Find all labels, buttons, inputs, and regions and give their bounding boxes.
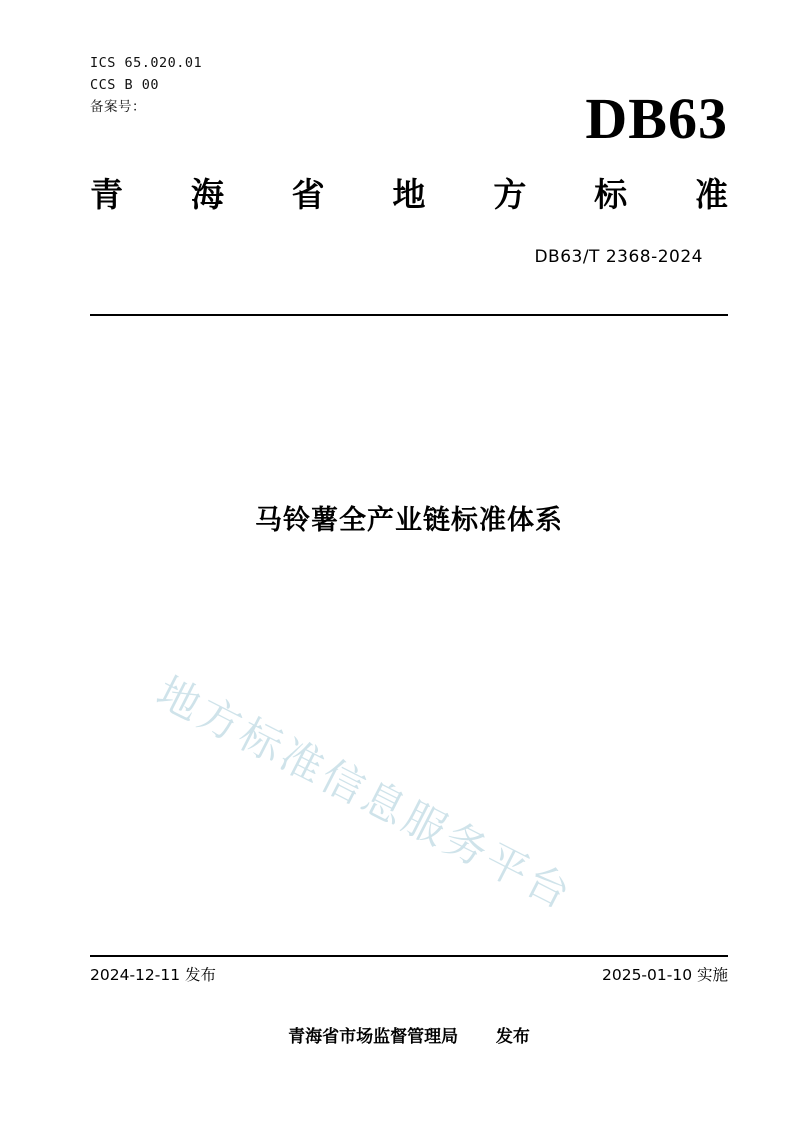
province-char-2: 海 bbox=[190, 175, 224, 214]
date-row bbox=[90, 963, 728, 985]
record-number: 备案号： bbox=[90, 99, 146, 115]
issuer-row bbox=[90, 1022, 728, 1047]
issuer-name: 青海省市场监督管理局 bbox=[288, 1027, 459, 1047]
province-char-3: 省 bbox=[291, 175, 325, 214]
db-mark: DB63 bbox=[585, 86, 728, 151]
province-char-6: 标 bbox=[594, 175, 628, 214]
publish-date: 2024-12-11 发布 bbox=[90, 966, 217, 984]
issue-label: 发布 bbox=[495, 1027, 530, 1047]
province-char-7: 准 bbox=[694, 175, 728, 214]
page-title: 马铃薯全产业链标准体系 bbox=[255, 505, 563, 536]
standard-number: DB63/T 2368-2024 bbox=[534, 247, 703, 267]
footer-divider bbox=[90, 955, 728, 957]
implement-date: 2025-01-10 实施 bbox=[601, 966, 728, 984]
province-standard-title bbox=[90, 175, 728, 215]
province-char-5: 方 bbox=[493, 175, 527, 214]
ics-code: ICS 65.020.01 bbox=[90, 55, 203, 71]
province-char-1: 青 bbox=[90, 175, 123, 214]
header-divider bbox=[90, 314, 728, 316]
ics-code-block bbox=[90, 52, 202, 118]
ccs-code: CCS B 00 bbox=[90, 77, 160, 93]
watermark-text: 地方标准信息服务平台 bbox=[149, 667, 582, 920]
province-char-4: 地 bbox=[392, 175, 426, 214]
